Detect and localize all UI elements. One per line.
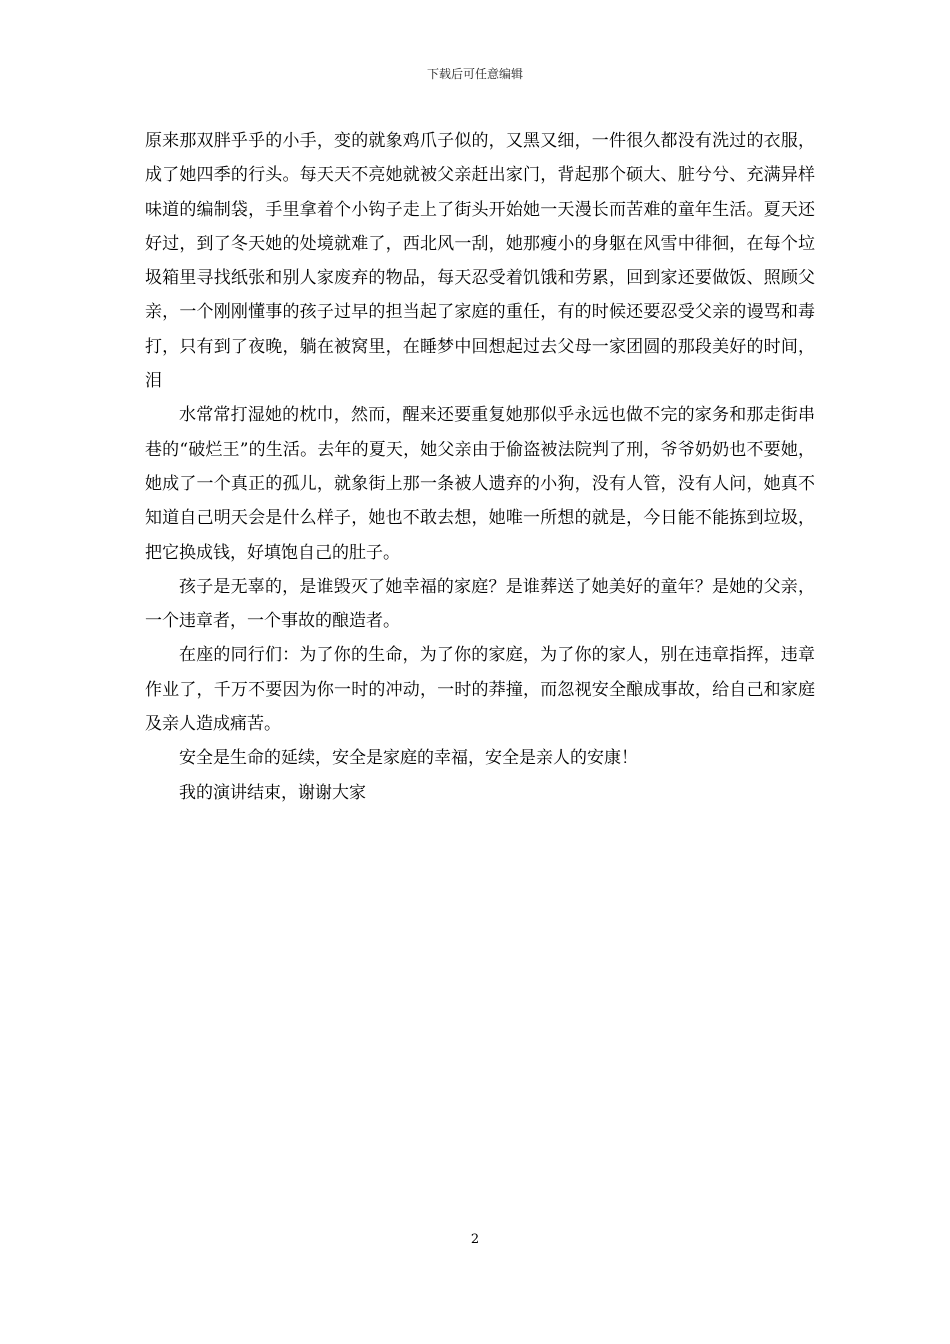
- paragraph-orphan-story: 水常常打湿她的枕巾，然而，醒来还要重复她那似乎永远也做不完的家务和那走街串巷的“破烂王”的生活。去年的夏天，她父亲由于偷盗被法院判了刑，爷爷奶奶也不要她，她成了一个真正的孤儿，就象街上那一条被人遗弃的小狗，没有人管，没有人问，她真不知道自己明天会是什么样子，她也不敢去想，她唯一所想的就是，今日能不能拣到垃圾，把它换成钱，好填饱自己的肚子。: [145, 405, 815, 563]
- paragraph-appeal-colleagues: 在座的同行们：为了你的生命，为了你的家庭，为了你的家人，别在违章指挥，违章作业了，千万不要因为你一时的冲动，一时的莽撞，而忽视安全酿成事故，给自己和家庭及亲人造成痛苦。: [145, 645, 815, 735]
- paragraph-safety-slogan: 安全是生命的延续，安全是家庭的幸福，安全是亲人的安康！: [179, 748, 638, 769]
- paragraph-continuation: 原来那双胖乎乎的小手，变的就象鸡爪子似的，又黑又细，一件很久都没有洗过的衣服，成了她四季的行头。每天天不亮她就被父亲赶出家门，背起那个硕大、脏兮兮、充满异样味道的编制袋，手里拿着个小钩子走上了街头开始她一天漫长而苦难的童年生活。夏天还好过，到了冬天她的处境就难了，西北风一刮，她那瘦小的身躯在风雪中徘徊，在每个垃圾箱里寻找纸张和别人家废弃的物品，每天忍受着饥饿和劳累，回到家还要做饭、照顾父亲，一个刚刚懂事的孩子过早的担当起了家庭的重任，有的时候还要忍受父亲的谩骂和毒打，只有到了夜晚，躺在被窝里，在睡梦中回想起过去父母一家团圆的那段美好的时间，泪: [145, 131, 815, 392]
- page-header: 下载后可任意编辑: [426, 67, 523, 81]
- paragraph-innocent-child: 孩子是无辜的，是谁毁灭了她幸福的家庭？是谁葬送了她美好的童年？是她的父亲，一个违章者，一个事故的酿造者。: [145, 576, 815, 632]
- paragraph-closing: 我的演讲结束，谢谢大家: [179, 782, 366, 803]
- page-number: 2: [470, 1232, 480, 1247]
- document-body: [145, 124, 815, 810]
